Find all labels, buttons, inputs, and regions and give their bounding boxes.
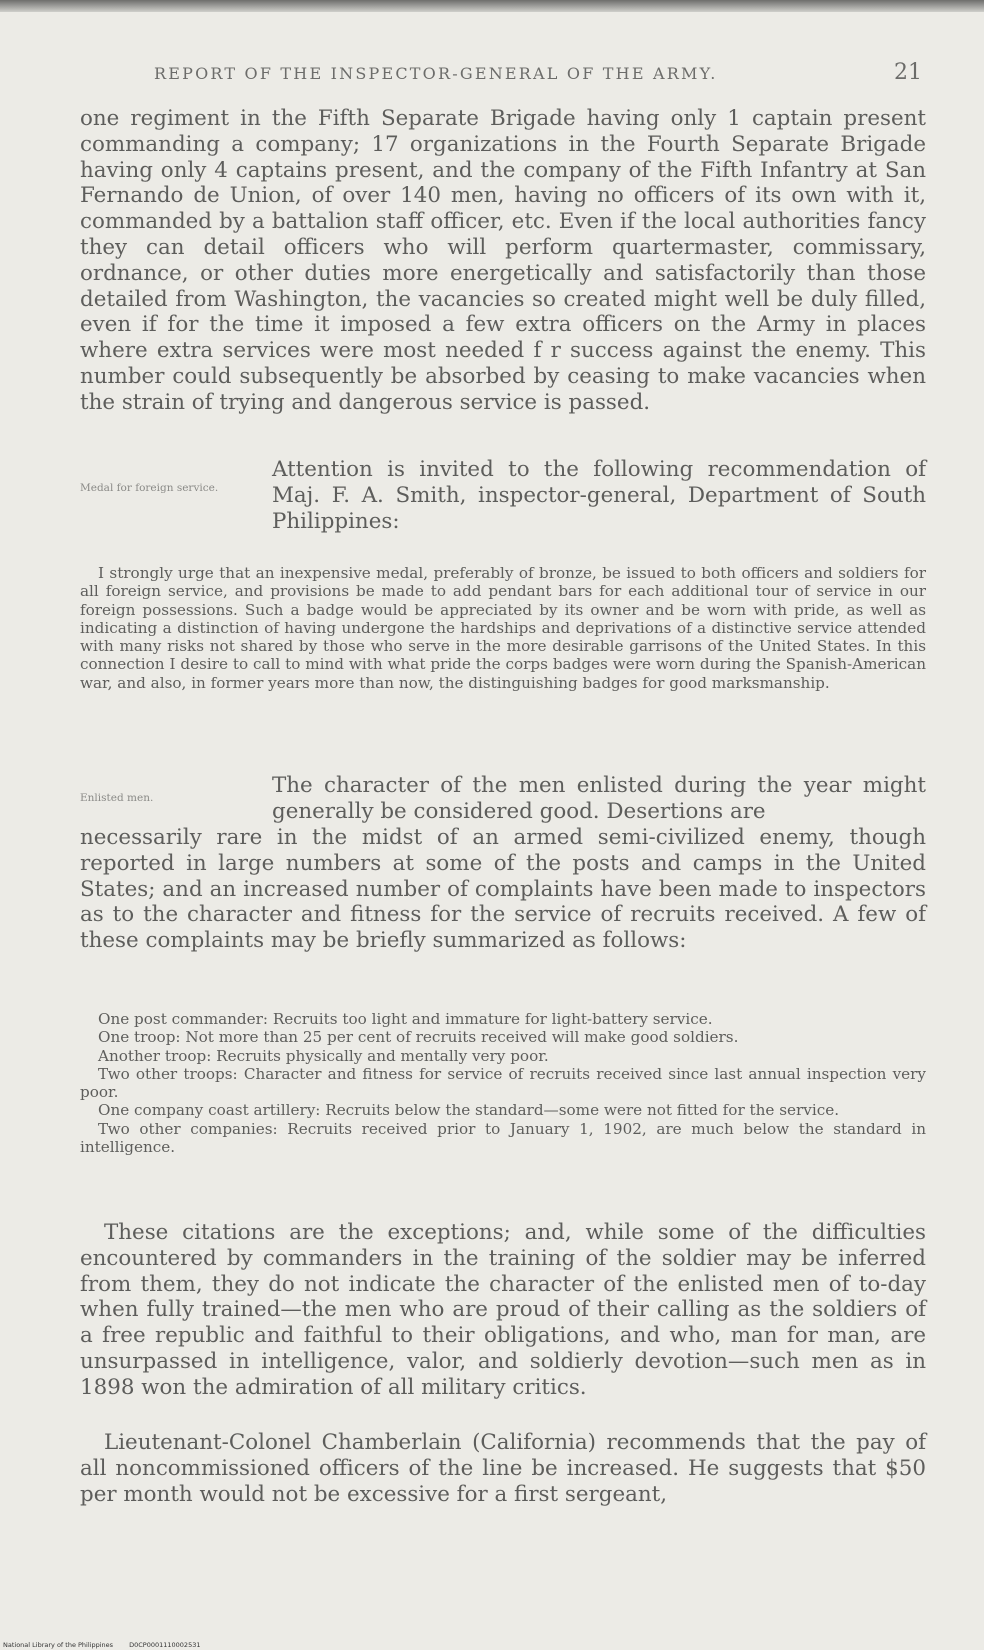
complaint-item: One post commander: Recruits too light and immature for light-battery service. (98, 1010, 713, 1028)
complaint-item: Two other companies: Recruits received prior to January 1, 1902, are much below the standard in intelligence. (80, 1119, 926, 1157)
running-title: REPORT OF THE INSPECTOR-GENERAL OF THE ARMY. (154, 64, 718, 83)
footer-library: National Library of the Philippines (3, 1641, 114, 1649)
complaint-item: One troop: Not more than 25 per cent of recruits received will make good soldiers. (98, 1028, 739, 1047)
scan-top-edge (0, 0, 984, 12)
complaint-item: Another troop: Recruits physically and mentally very poor. (98, 1046, 549, 1065)
page-number: 21 (894, 60, 922, 85)
enlisted-lead: The character of the men enlisted during the year might generally be considered good. Desertions are (272, 773, 926, 824)
scan-footer (3, 1641, 214, 1649)
complaint-item: One company coast artillery: Recruits below the standard—some were not fitted for the service. (98, 1101, 840, 1120)
sidenote-medal: Medal for foreign service. (80, 482, 219, 494)
paragraph-text: Lieutenant-Colonel Chamberlain (California) recommends that the pay of all noncommissioned officers of the line be increased. He suggests that $50 per month would not be excessive for a first sergeant, (80, 1430, 926, 1507)
complaint-item: Two other troops: Character and fitness for service of recruits received since last annual inspection very poor. (80, 1064, 926, 1102)
complaints-list (80, 1010, 926, 1156)
paragraph-text: one regiment in the Fifth Separate Brigade having only 1 captain present commanding a company; 17 organizations in the Fourth Separate Brigade having only 4 captains present, and the company of the Fifth Infantry at San Fernando de Union, of over 140 men, having no officers of its own with it, commanded by a battalion staff officer, etc. Even if the local authorities fancy they can detail officers who will perform quartermaster, commissary, ordnance, or other duties more energetically and satisfactorily than those detailed from Washington, the vacancies so created might well be duly filled, even if for the time it imposed a few extra officers on the Army in places where extra services were most needed f r success against the enemy. This number could subsequently be absorbed by ceasing to make vacancies when the strain of trying and dangerous service is passed. (80, 106, 926, 415)
running-header (80, 60, 922, 90)
footer-code: D0CP0001110002531 (129, 1641, 201, 1649)
paragraph-text: These citations are the exceptions; and, while some of the difficulties encountered by commanders in the training of the soldier may be inferred from them, they do not indicate the character of the enlisted men of to-day when fully trained—the men who are proud of their calling as the soldiers of a free republic and faithful to their obligations, and who, man for man, are unsurpassed in intelligence, valor, and soldierly devotion—such men as in 1898 won the admiration of all military critics. (80, 1220, 926, 1400)
medal-lead: Attention is invited to the following recommendation of Maj. F. A. Smith, inspector-general, Department of South Philippines: (272, 457, 926, 534)
sidenote-enlisted: Enlisted men. (80, 792, 154, 804)
paragraph-citations (80, 1220, 926, 1401)
enlisted-paragraph: necessarily rare in the midst of an armed semi-civilized enemy, though reported in large numbers at some of the posts and camps in the United States; and an increased number of complaints have been made to inspectors as to the character and fitness for the service of recruits received. A few of these complaints may be briefly summarized as follows: (80, 825, 926, 954)
quoted-recommendation: I strongly urge that an inexpensive medal, preferably of bronze, be issued to both officers and soldiers for all foreign service, and provisions be made to add pendant bars for each additional tour of service in our foreign possessions. Such a badge would be appreciated by its owner and be worn with pride, as well as indicating a distinction of having undergone the hardships and deprivations of a distinctive service attended with many risks not shared by those who serve in the more desirable garrisons of the United States. In this connection I desire to call to mind with what pride the corps badges were worn during the Spanish-American war, and also, in former years more than now, the distinguishing badges for good marksmanship. (80, 564, 926, 692)
paragraph-officers (80, 106, 926, 416)
paragraph-pay (80, 1430, 926, 1507)
